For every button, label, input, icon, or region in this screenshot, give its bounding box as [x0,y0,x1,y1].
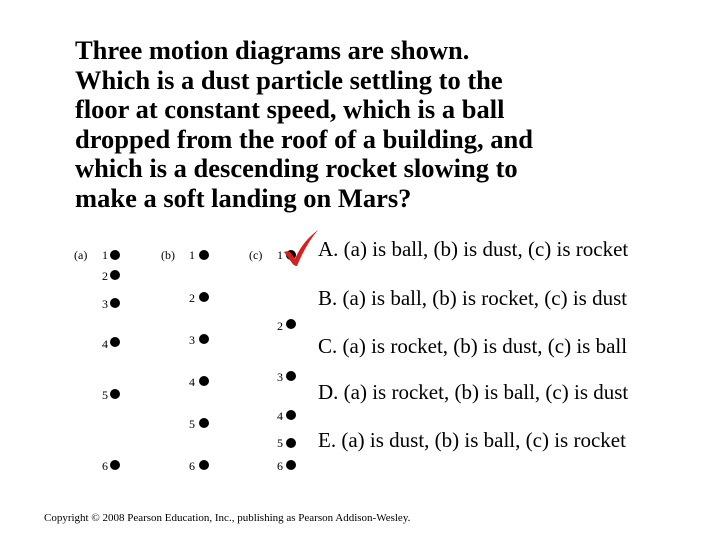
copyright-notice: Copyright © 2008 Pearson Education, Inc., publishing as Pearson Addison-Wesley. [44,512,411,524]
dot-label: 6 [189,459,195,473]
position-dot [110,460,120,470]
question-line: Three motion diagrams are shown. [75,35,470,65]
question-line: which is a descending rocket slowing to [75,153,518,184]
position-dot [286,410,296,420]
dot-label: 2 [102,269,108,283]
checkmark-icon [282,228,320,268]
dot-label: 3 [102,297,108,311]
position-dot [199,250,209,260]
question-line: dropped from the roof of a building, and [75,123,533,154]
position-dot [199,292,209,302]
position-dot [286,319,296,329]
question-line: floor at constant speed, which is a ball [75,94,505,125]
position-dot [286,438,296,448]
choice-a[interactable]: A. (a) is ball, (b) is dust, (c) is rocket [318,237,629,261]
position-dot [286,371,296,381]
dot-label: 3 [189,333,195,347]
dot-label: 4 [277,409,283,423]
dot-label: 6 [102,459,108,473]
choice-c[interactable]: C. (a) is rocket, (b) is dust, (c) is ball [318,334,628,358]
position-dot [199,418,209,428]
choice-e[interactable]: E. (a) is dust, (b) is ball, (c) is rocket [318,428,626,452]
dot-label: 5 [189,417,195,431]
question-line: make a soft landing on Mars? [75,182,412,213]
diagram-c-label: (c) [249,248,263,262]
dot-label: 1 [102,248,108,262]
dot-label: 3 [277,370,283,384]
position-dot [199,460,209,470]
dot-label: 5 [277,436,283,450]
dot-label: 2 [189,291,195,305]
position-dot [110,250,120,260]
position-dot [286,460,296,470]
dot-label: 2 [277,319,283,333]
dot-label: 4 [189,375,195,389]
position-dot [199,376,209,386]
dot-label: 6 [277,459,283,473]
choice-b[interactable]: B. (a) is ball, (b) is rocket, (c) is dust [318,286,628,310]
dot-label: 4 [102,337,108,351]
position-dot [199,334,209,344]
position-dot [110,389,120,399]
position-dot [110,337,120,347]
dot-label: 5 [102,388,108,402]
question-text [75,36,695,214]
diagram-a-label: (a) [74,248,88,262]
dot-label: 1 [189,248,195,262]
position-dot [110,270,120,280]
position-dot [110,298,120,308]
choice-d[interactable]: D. (a) is rocket, (b) is ball, (c) is dust [318,380,629,404]
diagram-b-label: (b) [161,248,175,262]
dot-label: 1 [277,248,283,262]
question-line: Which is a dust particle settling to the [75,64,503,95]
